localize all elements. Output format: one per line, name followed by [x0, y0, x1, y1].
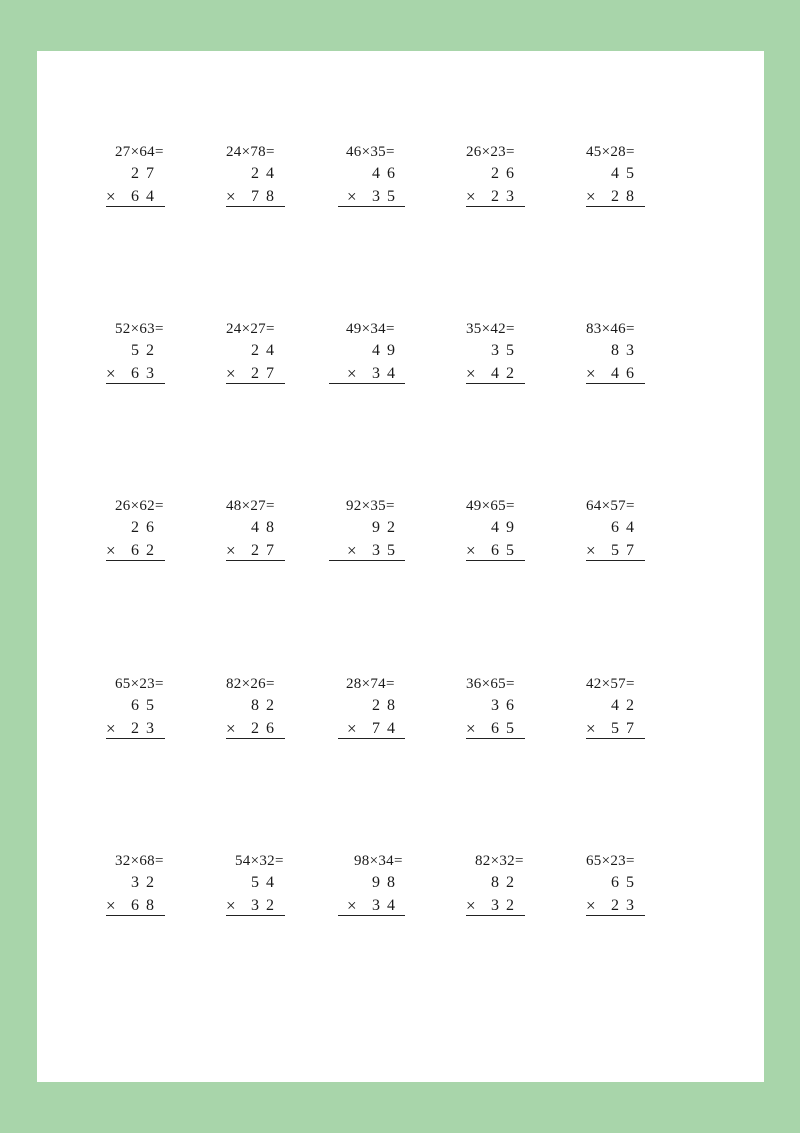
times-sign: × [466, 187, 476, 206]
times-sign: × [106, 187, 116, 206]
times-sign: × [226, 896, 236, 915]
problem-r2c5 [586, 320, 696, 390]
equation-text: 65×23= [586, 853, 635, 869]
multiplier: 68 [131, 897, 161, 914]
multiplier: 35 [372, 188, 402, 205]
multiplier-row [338, 897, 405, 916]
multiplier: 23 [491, 188, 521, 205]
equation-text: 65×23= [115, 676, 164, 692]
multiplier: 34 [372, 897, 402, 914]
multiplier: 27 [251, 542, 281, 559]
equation-text: 48×27= [226, 498, 275, 514]
equation-text: 49×34= [346, 321, 395, 337]
times-sign: × [226, 719, 236, 738]
multiplier: 64 [131, 188, 161, 205]
times-sign: × [226, 364, 236, 383]
problem-r2c2 [226, 320, 336, 390]
multiplier-row [106, 720, 165, 739]
multiplier-row [106, 365, 165, 384]
multiplier-row [106, 542, 165, 561]
times-sign: × [106, 896, 116, 915]
multiplicand: 83 [611, 342, 641, 359]
multiplicand: 54 [251, 874, 281, 891]
multiplicand: 24 [251, 342, 281, 359]
problem-r5c5 [586, 852, 696, 922]
equation-text: 98×34= [354, 853, 403, 869]
multiplier: 57 [611, 720, 641, 737]
multiplier: 65 [491, 542, 521, 559]
multiplicand: 32 [131, 874, 161, 891]
problem-r1c4 [466, 143, 576, 213]
worksheet-page [37, 51, 764, 1082]
multiplier: 28 [611, 188, 641, 205]
multiplier-row [466, 542, 525, 561]
equation-text: 92×35= [346, 498, 395, 514]
multiplicand: 65 [611, 874, 641, 891]
multiplier-row [466, 897, 525, 916]
multiplicand: 92 [372, 519, 402, 536]
times-sign: × [466, 364, 476, 383]
times-sign: × [347, 364, 357, 383]
multiplier: 42 [491, 365, 521, 382]
equation-text: 49×65= [466, 498, 515, 514]
equation-text: 28×74= [346, 676, 395, 692]
multiplicand: 28 [372, 697, 402, 714]
equation-text: 82×26= [226, 676, 275, 692]
times-sign: × [106, 364, 116, 383]
multiplier: 35 [372, 542, 402, 559]
times-sign: × [586, 364, 596, 383]
multiplier: 23 [131, 720, 161, 737]
equation-text: 26×62= [115, 498, 164, 514]
times-sign: × [586, 541, 596, 560]
multiplicand: 24 [251, 165, 281, 182]
problem-r3c2 [226, 497, 336, 567]
problem-r5c3 [338, 852, 448, 922]
equation-text: 36×65= [466, 676, 515, 692]
times-sign: × [466, 896, 476, 915]
multiplier: 23 [611, 897, 641, 914]
problem-r4c3 [338, 675, 448, 745]
problem-r3c1 [106, 497, 216, 567]
multiplier-row [466, 720, 525, 739]
multiplier-row [226, 188, 285, 207]
problem-r4c2 [226, 675, 336, 745]
multiplier: 46 [611, 365, 641, 382]
multiplier-row [586, 720, 645, 739]
multiplier: 32 [491, 897, 521, 914]
times-sign: × [586, 187, 596, 206]
multiplicand: 36 [491, 697, 521, 714]
multiplier: 74 [372, 720, 402, 737]
equation-text: 54×32= [235, 853, 284, 869]
multiplier-row [586, 365, 645, 384]
times-sign: × [226, 541, 236, 560]
multiplicand: 98 [372, 874, 402, 891]
problem-r2c4 [466, 320, 576, 390]
equation-text: 52×63= [115, 321, 164, 337]
multiplicand: 35 [491, 342, 521, 359]
problem-r2c1 [106, 320, 216, 390]
equation-text: 35×42= [466, 321, 515, 337]
problem-r4c1 [106, 675, 216, 745]
multiplier-row [586, 188, 645, 207]
multiplier-row [586, 542, 645, 561]
multiplier-row [466, 365, 525, 384]
multiplicand: 48 [251, 519, 281, 536]
equation-text: 27×64= [115, 144, 164, 160]
times-sign: × [586, 719, 596, 738]
multiplicand: 52 [131, 342, 161, 359]
multiplicand: 27 [131, 165, 161, 182]
multiplicand: 26 [131, 519, 161, 536]
multiplier-row [586, 897, 645, 916]
multiplicand: 82 [251, 697, 281, 714]
multiplier-row [466, 188, 525, 207]
multiplier-row [226, 720, 285, 739]
times-sign: × [347, 719, 357, 738]
problem-r5c4 [466, 852, 576, 922]
equation-text: 42×57= [586, 676, 635, 692]
multiplicand: 65 [131, 697, 161, 714]
multiplier: 32 [251, 897, 281, 914]
multiplier: 34 [372, 365, 402, 382]
multiplier: 57 [611, 542, 641, 559]
problem-r1c2 [226, 143, 336, 213]
multiplier: 27 [251, 365, 281, 382]
multiplicand: 49 [491, 519, 521, 536]
multiplicand: 42 [611, 697, 641, 714]
equation-text: 32×68= [115, 853, 164, 869]
multiplicand: 26 [491, 165, 521, 182]
multiplier: 26 [251, 720, 281, 737]
equation-text: 64×57= [586, 498, 635, 514]
multiplier: 63 [131, 365, 161, 382]
times-sign: × [226, 187, 236, 206]
multiplier-row [226, 365, 285, 384]
problem-r3c4 [466, 497, 576, 567]
multiplier-row [226, 897, 285, 916]
multiplicand: 64 [611, 519, 641, 536]
times-sign: × [106, 541, 116, 560]
multiplier: 78 [251, 188, 281, 205]
problem-r1c5 [586, 143, 696, 213]
problem-r4c4 [466, 675, 576, 745]
problem-r3c3 [329, 497, 439, 567]
times-sign: × [466, 719, 476, 738]
problem-r1c1 [106, 143, 216, 213]
multiplier-row [338, 720, 405, 739]
equation-text: 45×28= [586, 144, 635, 160]
times-sign: × [466, 541, 476, 560]
times-sign: × [586, 896, 596, 915]
problem-r2c3 [329, 320, 439, 390]
problem-r5c1 [106, 852, 216, 922]
times-sign: × [347, 187, 357, 206]
equation-text: 24×78= [226, 144, 275, 160]
multiplier-row [329, 365, 405, 384]
multiplier: 65 [491, 720, 521, 737]
multiplicand: 45 [611, 165, 641, 182]
multiplicand: 46 [372, 165, 402, 182]
times-sign: × [106, 719, 116, 738]
equation-text: 24×27= [226, 321, 275, 337]
times-sign: × [347, 896, 357, 915]
equation-text: 83×46= [586, 321, 635, 337]
multiplicand: 49 [372, 342, 402, 359]
problem-r3c5 [586, 497, 696, 567]
multiplier-row [338, 188, 405, 207]
equation-text: 82×32= [475, 853, 524, 869]
multiplier-row [106, 897, 165, 916]
multiplier-row [106, 188, 165, 207]
times-sign: × [347, 541, 357, 560]
multiplicand: 82 [491, 874, 521, 891]
multiplier: 62 [131, 542, 161, 559]
problem-r4c5 [586, 675, 696, 745]
equation-text: 26×23= [466, 144, 515, 160]
problem-r5c2 [226, 852, 336, 922]
multiplier-row [329, 542, 405, 561]
equation-text: 46×35= [346, 144, 395, 160]
problem-r1c3 [338, 143, 448, 213]
multiplier-row [226, 542, 285, 561]
